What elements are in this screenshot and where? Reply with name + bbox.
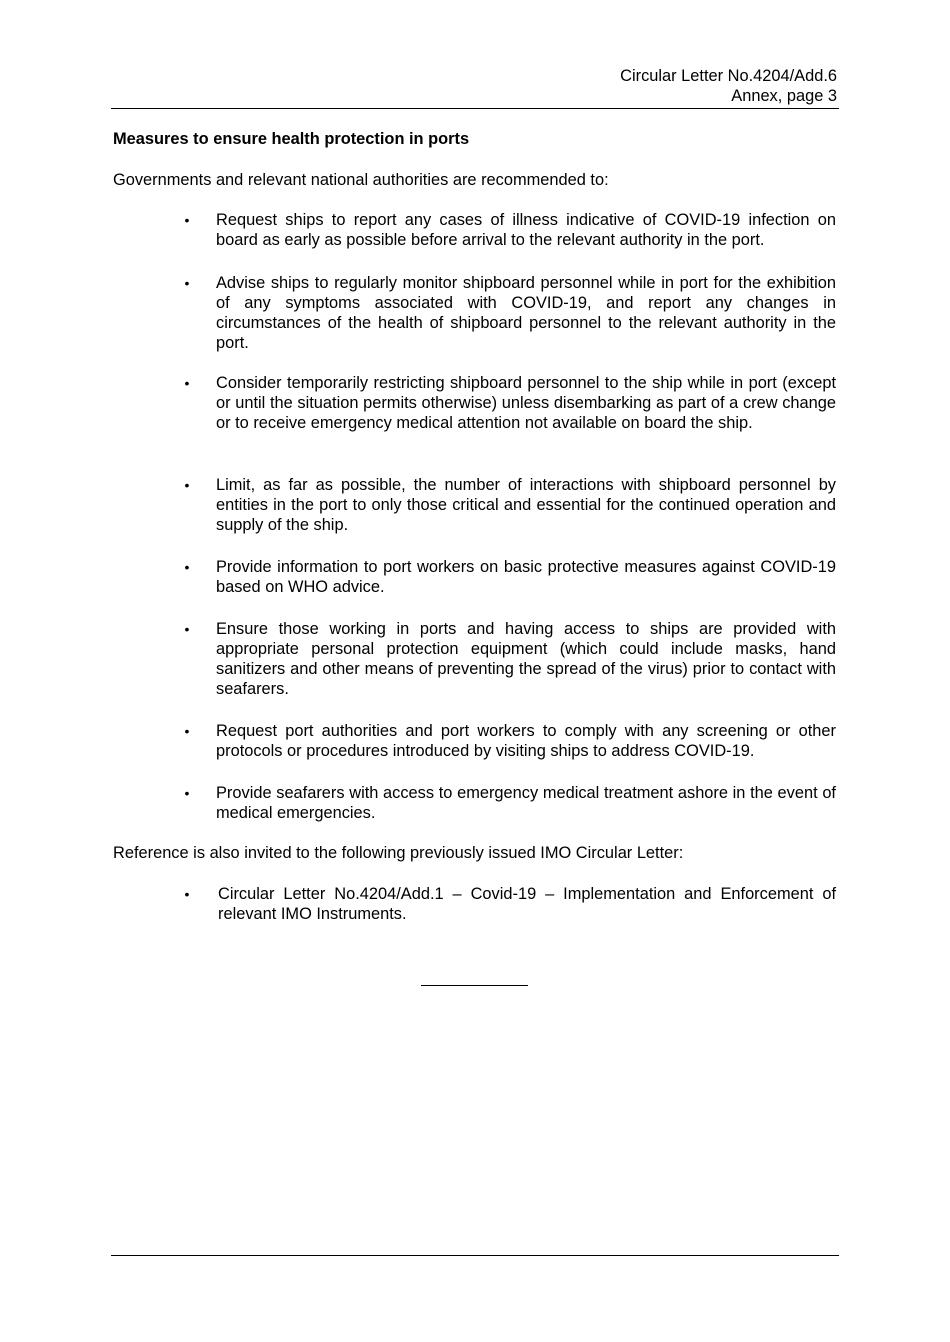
list-item	[184, 783, 836, 823]
document-header	[620, 66, 837, 106]
header-page-number: Annex, page 3	[731, 87, 837, 105]
list-item-text: Provide seafarers with access to emergency medical treatment ashore in the event of medical emergencies.	[216, 784, 836, 822]
list-item-text: Limit, as far as possible, the number of interactions with shipboard personnel by entities in the port to only those critical and essential for the continued operation and supply of the ship.	[216, 476, 836, 534]
reference-item	[184, 884, 836, 924]
list-item	[184, 210, 836, 250]
list-item-text: Ensure those working in ports and having access to ships are provided with appropriate personal protection equipment (which could include masks, hand sanitizers and other means of preventing the spread of the virus) prior to contact with seafarers.	[216, 620, 836, 698]
reference-item-text: Circular Letter No.4204/Add.1 – Covid-19 – Implementation and Enforcement of relevant IMO Instruments.	[218, 885, 836, 923]
reference-paragraph: Reference is also invited to the following previously issued IMO Circular Letter:	[113, 844, 684, 862]
bullet-icon: •	[184, 477, 190, 493]
list-item	[184, 721, 836, 761]
list-item	[184, 273, 836, 353]
bullet-icon: •	[184, 275, 190, 291]
list-item	[184, 619, 836, 699]
header-divider	[111, 108, 839, 109]
bullet-icon: •	[184, 886, 190, 902]
bullet-icon: •	[184, 621, 190, 637]
list-item	[184, 373, 836, 433]
intro-paragraph: Governments and relevant national authorities are recommended to:	[113, 171, 609, 189]
bullet-icon: •	[184, 559, 190, 575]
bullet-icon: •	[184, 375, 190, 391]
list-item	[184, 475, 836, 535]
list-item	[184, 557, 836, 597]
footer-divider	[111, 1255, 839, 1256]
bullet-icon: •	[184, 212, 190, 228]
list-item-text: Advise ships to regularly monitor shipboard personnel while in port for the exhibition of any symptoms associated with COVID-19, and report any changes in circumstances of the health of shipboard personnel to the relevant authority in the port.	[216, 274, 836, 352]
end-of-document-line	[421, 985, 528, 986]
list-item-text: Consider temporarily restricting shipboard personnel to the ship while in port (except or until the situation permits otherwise) unless disembarking as part of a crew change or to receive emergency medical attention not available on board the ship.	[216, 374, 836, 432]
bullet-icon: •	[184, 723, 190, 739]
list-item-text: Request port authorities and port workers to comply with any screening or other protocols or procedures introduced by visiting ships to address COVID-19.	[216, 722, 836, 760]
header-circular-number: Circular Letter No.4204/Add.6	[620, 67, 837, 85]
section-heading: Measures to ensure health protection in ports	[113, 130, 470, 148]
list-item-text: Provide information to port workers on basic protective measures against COVID-19 based on WHO advice.	[216, 558, 836, 596]
list-item-text: Request ships to report any cases of illness indicative of COVID-19 infection on board as early as possible before arrival to the relevant authority in the port.	[216, 211, 836, 249]
bullet-icon: •	[184, 785, 190, 801]
